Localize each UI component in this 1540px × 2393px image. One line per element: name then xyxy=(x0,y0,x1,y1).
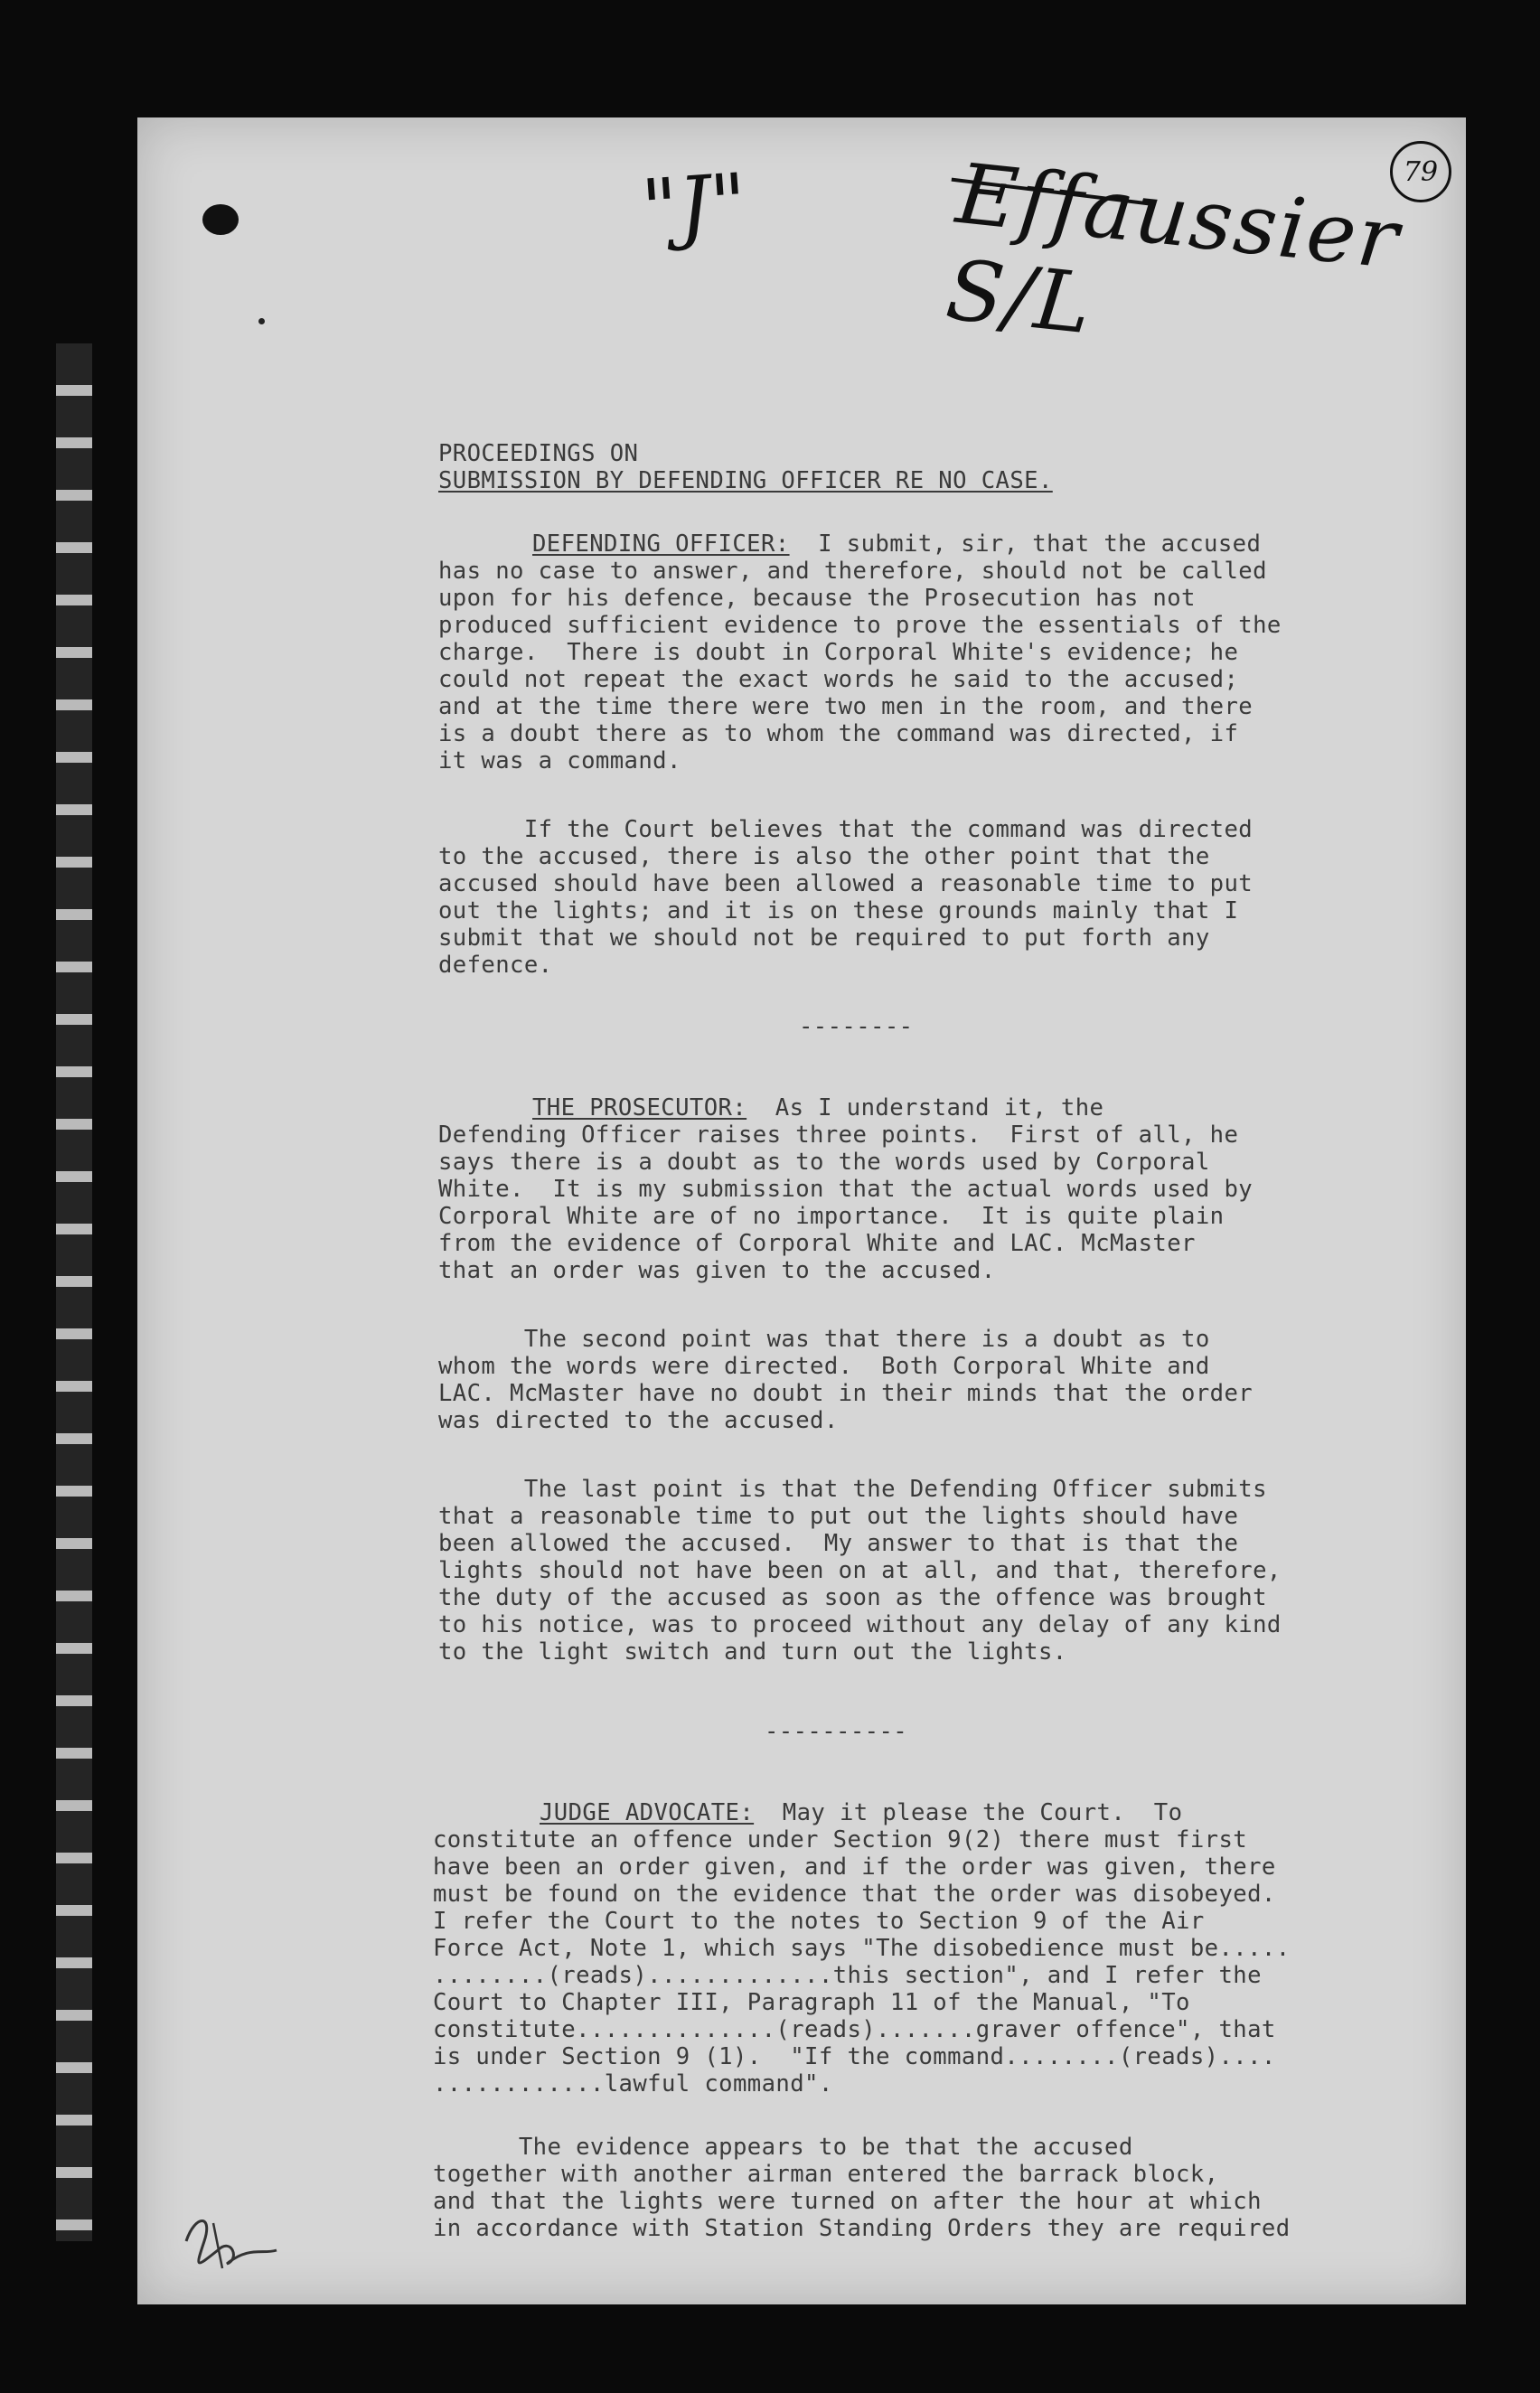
text-line xyxy=(433,2216,1291,2243)
line-text: May it please the Court. To xyxy=(754,1799,1183,1826)
text-line xyxy=(433,2162,1218,2189)
document-page xyxy=(137,117,1466,2304)
line-text: in accordance with Station Standing Orders they are required xyxy=(433,2215,1291,2242)
text-line xyxy=(438,640,1238,667)
line-text: ........(reads).............this section", and I refer the xyxy=(433,1962,1262,1989)
signature: Effaussier S/L xyxy=(942,145,1404,353)
speaker-label: JUDGE ADVOCATE: xyxy=(540,1799,755,1826)
line-text: submit that we should not be required to put forth any xyxy=(438,924,1210,952)
text-line xyxy=(433,2189,1262,2216)
text-line xyxy=(438,1204,1224,1231)
text-line xyxy=(438,1327,1210,1354)
text-line xyxy=(433,1909,1205,1936)
text-line xyxy=(433,2071,833,2098)
exhibit-mark: "J" xyxy=(638,155,750,256)
line-text: have been an order given, and if the order was given, there xyxy=(433,1853,1276,1881)
text-line xyxy=(438,1477,1267,1504)
line-text: constitute an offence under Section 9(2) there must first xyxy=(433,1826,1248,1853)
line-text: If the Court believes that the command was directed xyxy=(438,816,1254,843)
line-text: I submit, sir, that the accused xyxy=(789,530,1262,558)
text-line xyxy=(438,613,1282,640)
line-text: produced sufficient evidence to prove the essentials of the xyxy=(438,612,1282,639)
page-number: 79 xyxy=(1403,155,1439,188)
line-text: The second point was that there is a doubt as to xyxy=(438,1326,1210,1353)
line-text: LAC. McMaster have no doubt in their minds that the order xyxy=(438,1380,1254,1407)
text-line xyxy=(532,531,1261,558)
line-text: lights should not have been on at all, and that, therefore, xyxy=(438,1557,1282,1584)
text-line xyxy=(438,844,1210,871)
text-line xyxy=(438,1558,1282,1585)
text-line xyxy=(438,1585,1267,1612)
text-line xyxy=(438,1639,1067,1666)
line-text: White. It is my submission that the actual words used by xyxy=(438,1176,1254,1203)
text-line xyxy=(438,558,1267,586)
text-line xyxy=(540,1800,1182,1827)
text-line xyxy=(438,1231,1196,1258)
line-text: Force Act, Note 1, which says "The disobedience must be..... xyxy=(433,1935,1291,1962)
text-line xyxy=(438,1150,1210,1177)
text-line xyxy=(438,586,1196,613)
text-line xyxy=(433,1882,1276,1909)
line-text: has no case to answer, and therefore, should not be called xyxy=(438,558,1267,585)
line-text: to his notice, was to proceed without any delay of any kind xyxy=(438,1611,1282,1638)
line-text: to the accused, there is also the other point that the xyxy=(438,843,1210,870)
text-line xyxy=(433,1936,1291,1963)
speaker-label: THE PROSECUTOR: xyxy=(532,1094,747,1121)
text-line xyxy=(438,817,1253,844)
line-text: been allowed the accused. My answer to that is that the xyxy=(438,1530,1239,1557)
text-line xyxy=(438,1612,1282,1639)
line-text: constitute..............(reads).......graver offence", that xyxy=(433,2016,1276,2043)
text-line xyxy=(438,1531,1238,1558)
text-line xyxy=(438,1177,1253,1204)
speaker-label: DEFENDING OFFICER: xyxy=(532,530,790,558)
line-text: accused should have been allowed a reasonable time to put xyxy=(438,870,1254,897)
text-line xyxy=(438,1381,1253,1408)
text-line xyxy=(433,2135,1133,2162)
line-text: it was a command. xyxy=(438,747,681,774)
line-text: Court to Chapter III, Paragraph 11 of the Manual, "To xyxy=(433,1989,1190,2016)
text-line xyxy=(433,1854,1276,1882)
text-line xyxy=(438,1408,839,1435)
line-text: Corporal White are of no importance. It is quite plain xyxy=(438,1203,1225,1230)
text-line xyxy=(438,925,1210,953)
text-line xyxy=(433,1990,1190,2017)
line-text: upon for his defence, because the Prosecution has not xyxy=(438,585,1196,612)
line-text: The evidence appears to be that the accused xyxy=(433,2134,1133,2161)
line-text: is under Section 9 (1). "If the command........(reads).... xyxy=(433,2043,1276,2070)
text-line xyxy=(438,721,1238,748)
separator-2: ---------- xyxy=(765,1718,908,1745)
line-text: that a reasonable time to put out the lights should have xyxy=(438,1503,1239,1530)
text-line xyxy=(532,1095,1103,1122)
line-text: the duty of the accused as soon as the offence was brought xyxy=(438,1584,1267,1611)
line-text: and at the time there were two men in the room, and there xyxy=(438,693,1254,720)
text-line xyxy=(438,871,1253,898)
separator-1: -------- xyxy=(799,1013,914,1040)
text-line xyxy=(438,1258,996,1285)
text-line xyxy=(433,1963,1262,1990)
line-text: was directed to the accused. xyxy=(438,1407,839,1434)
text-line xyxy=(433,2017,1276,2044)
line-text: out the lights; and it is on these grounds mainly that I xyxy=(438,897,1239,924)
line-text: defence. xyxy=(438,952,553,979)
line-text: The last point is that the Defending Officer submits xyxy=(438,1476,1267,1503)
line-text: As I understand it, the xyxy=(747,1094,1104,1121)
text-line xyxy=(433,1827,1247,1854)
line-text: whom the words were directed. Both Corporal White and xyxy=(438,1353,1210,1380)
film-edge-strip xyxy=(56,343,92,2241)
text-line xyxy=(438,748,681,775)
text-line xyxy=(438,667,1238,694)
line-text: charge. There is doubt in Corporal White's evidence; he xyxy=(438,639,1239,666)
typed-text xyxy=(137,117,1466,2242)
text-line xyxy=(438,1122,1238,1150)
line-text: from the evidence of Corporal White and LAC. McMaster xyxy=(438,1230,1196,1257)
line-text: and that the lights were turned on after the hour at which xyxy=(433,2188,1262,2215)
heading-line-1: PROCEEDINGS ON xyxy=(438,440,639,467)
line-text: I refer the Court to the notes to Section 9 of the Air xyxy=(433,1908,1205,1935)
handwritten-initials xyxy=(177,2205,286,2277)
text-line xyxy=(433,2044,1276,2071)
text-line xyxy=(438,1354,1210,1381)
line-text: says there is a doubt as to the words used by Corporal xyxy=(438,1149,1210,1176)
text-line xyxy=(438,898,1238,925)
line-text: that an order was given to the accused. xyxy=(438,1257,996,1284)
text-line xyxy=(438,1504,1238,1531)
text-line xyxy=(438,953,552,980)
line-text: is a doubt there as to whom the command was directed, if xyxy=(438,720,1239,747)
line-text: to the light switch and turn out the lights. xyxy=(438,1638,1067,1666)
line-text: must be found on the evidence that the order was disobeyed. xyxy=(433,1881,1276,1908)
line-text: together with another airman entered the barrack block, xyxy=(433,2161,1219,2188)
line-text: could not repeat the exact words he said to the accused; xyxy=(438,666,1239,693)
heading-line-2: SUBMISSION BY DEFENDING OFFICER RE NO CASE. xyxy=(438,467,1053,494)
line-text: Defending Officer raises three points. First of all, he xyxy=(438,1121,1239,1149)
line-text: ............lawful command". xyxy=(433,2070,833,2097)
text-line xyxy=(438,694,1253,721)
